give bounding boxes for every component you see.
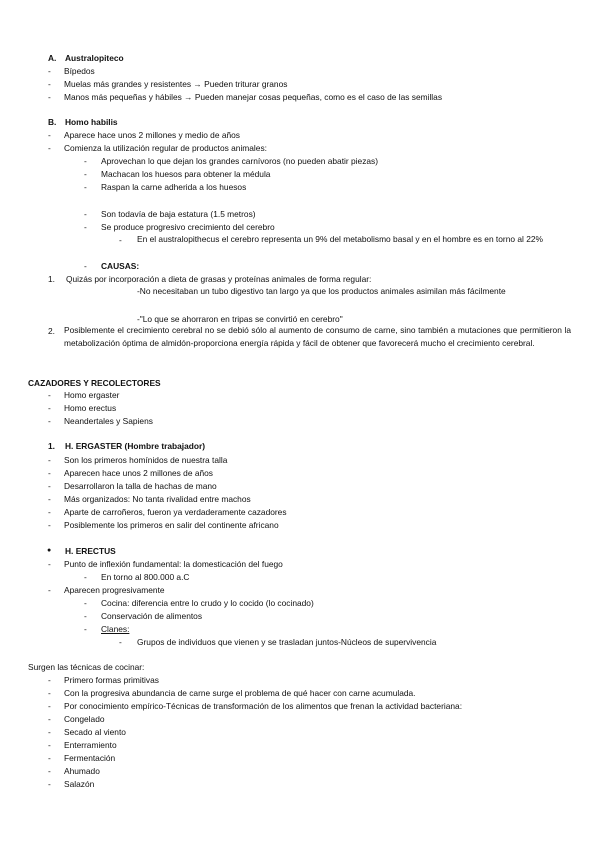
cause-number: 2. <box>48 326 55 336</box>
dash: - <box>48 559 51 569</box>
dash: - <box>48 688 51 698</box>
section-a-marker: A. <box>48 53 57 63</box>
sub-item: Son todavía de baja estatura (1.5 metros) <box>101 209 256 219</box>
dash: - <box>48 675 51 685</box>
dash: - <box>84 261 87 271</box>
cause-text: Quizás por incorporación a dieta de grasas y proteínas animales de forma regular: <box>66 274 372 284</box>
dash: - <box>48 390 51 400</box>
list-item: Son los primeros homínidos de nuestra talla <box>64 455 228 465</box>
dash: - <box>119 637 122 647</box>
cause-number: 1. <box>48 274 55 284</box>
erectus-title: H. ERECTUS <box>65 546 116 556</box>
dash: - <box>48 766 51 776</box>
dash: - <box>84 169 87 179</box>
cause-note: -No necesitaban un tubo digestivo tan largo ya que los productos animales asimilan más fácilmente <box>137 286 506 296</box>
dash: - <box>84 624 87 634</box>
bullet-icon: ● <box>47 547 52 554</box>
list-item: Primero formas primitivas <box>64 675 159 685</box>
dash: - <box>48 494 51 504</box>
dash: - <box>48 468 51 478</box>
list-item: Aparece hace unos 2 millones y medio de años <box>64 130 240 140</box>
sub-item: Cocina: diferencia entre lo crudo y lo cocido (lo cocinado) <box>101 598 314 608</box>
dash: - <box>48 416 51 426</box>
brain-metabolism-note: En el australopithecus el cerebro representa un 9% del metabolismo basal y en el hombre es en torno al 22% <box>137 234 543 244</box>
list-item: Enterramiento <box>64 740 117 750</box>
ergaster-marker: 1. <box>48 441 55 451</box>
dash: - <box>84 572 87 582</box>
dash: - <box>48 714 51 724</box>
dash: - <box>48 92 51 102</box>
dash: - <box>48 130 51 140</box>
dash: - <box>48 585 51 595</box>
dash: - <box>84 209 87 219</box>
list-item: Aparecen progresivamente <box>64 585 165 595</box>
clanes-definition: Grupos de individuos que vienen y se trasladan juntos-Núcleos de supervivencia <box>137 637 437 647</box>
section-a-title: Australopiteco <box>65 53 124 63</box>
list-item: Posiblemente los primeros en salir del continente africano <box>64 520 279 530</box>
list-item: Punto de inflexión fundamental: la domesticación del fuego <box>64 559 283 569</box>
list-item: Aparte de carroñeros, fueron ya verdaderamente cazadores <box>64 507 287 517</box>
dash: - <box>48 701 51 711</box>
ergaster-title: H. ERGASTER (Hombre trabajador) <box>65 441 206 451</box>
dash: - <box>48 403 51 413</box>
dash: - <box>119 235 122 245</box>
sub-item: Aprovechan lo que dejan los grandes carnívoros (no pueden abatir piezas) <box>101 156 379 166</box>
list-item: Bípedos <box>64 66 95 76</box>
cause-text: Posiblemente el crecimiento cerebral no se debió sólo al aumento de consumo de carne, sino también a mutaciones que permitieron la metabolización óptima de almidón-proporciona energía rápida y fácil de obtener que favorecerá mucho el crecimiento cerebral. <box>64 325 571 349</box>
list-item: Fermentación <box>64 753 116 763</box>
section-title: CAZADORES Y RECOLECTORES <box>28 378 161 388</box>
dash: - <box>48 753 51 763</box>
list-item: Por conocimiento empírico-Técnicas de transformación de los alimentos que frenan la actividad bacteriana: <box>64 701 463 711</box>
dash: - <box>48 740 51 750</box>
dash: - <box>48 507 51 517</box>
dash: - <box>48 481 51 491</box>
dash: - <box>48 455 51 465</box>
sub-item: Machacan los huesos para obtener la médula <box>101 169 271 179</box>
dash: - <box>48 66 51 76</box>
list-item: Más organizados: No tanta rivalidad entre machos <box>64 494 251 504</box>
list-item: Homo erectus <box>64 403 117 413</box>
dash: - <box>84 182 87 192</box>
dash: - <box>84 222 87 232</box>
list-item: Congelado <box>64 714 105 724</box>
list-item: Homo ergaster <box>64 390 120 400</box>
dash: - <box>84 611 87 621</box>
section-b-title: Homo habilis <box>65 117 118 127</box>
clanes-label: Clanes: <box>101 624 130 634</box>
cause-note: -"Lo que se ahorraron en tripas se convirtió en cerebro" <box>137 314 343 324</box>
sub-item: Conservación de alimentos <box>101 611 203 621</box>
dash: - <box>84 598 87 608</box>
list-item: Ahumado <box>64 766 100 776</box>
dash: - <box>48 727 51 737</box>
causas-heading: CAUSAS: <box>101 261 140 271</box>
section-b-marker: B. <box>48 117 57 127</box>
list-item: Comienza la utilización regular de productos animales: <box>64 143 267 153</box>
list-item: Aparecen hace unos 2 millones de años <box>64 468 213 478</box>
sub-item: En torno al 800.000 a.C <box>101 572 190 582</box>
list-item: Muelas más grandes y resistentes → Pueden triturar granos <box>64 79 288 89</box>
list-item: Desarrollaron la talla de hachas de mano <box>64 481 217 491</box>
list-item: Secado al viento <box>64 727 126 737</box>
dash: - <box>48 779 51 789</box>
list-item: Con la progresiva abundancia de carne surge el problema de qué hacer con carne acumulada. <box>64 688 416 698</box>
list-item: Salazón <box>64 779 95 789</box>
cooking-intro: Surgen las técnicas de cocinar: <box>28 662 145 672</box>
dash: - <box>48 520 51 530</box>
dash: - <box>48 143 51 153</box>
list-item: Neandertales y Sapiens <box>64 416 153 426</box>
dash: - <box>84 156 87 166</box>
sub-item: Se produce progresivo crecimiento del cerebro <box>101 222 275 232</box>
sub-item: Raspan la carne adherida a los huesos <box>101 182 247 192</box>
list-item: Manos más pequeñas y hábiles → Pueden manejar cosas pequeñas, como es el caso de las semillas <box>64 92 443 102</box>
dash: - <box>48 79 51 89</box>
